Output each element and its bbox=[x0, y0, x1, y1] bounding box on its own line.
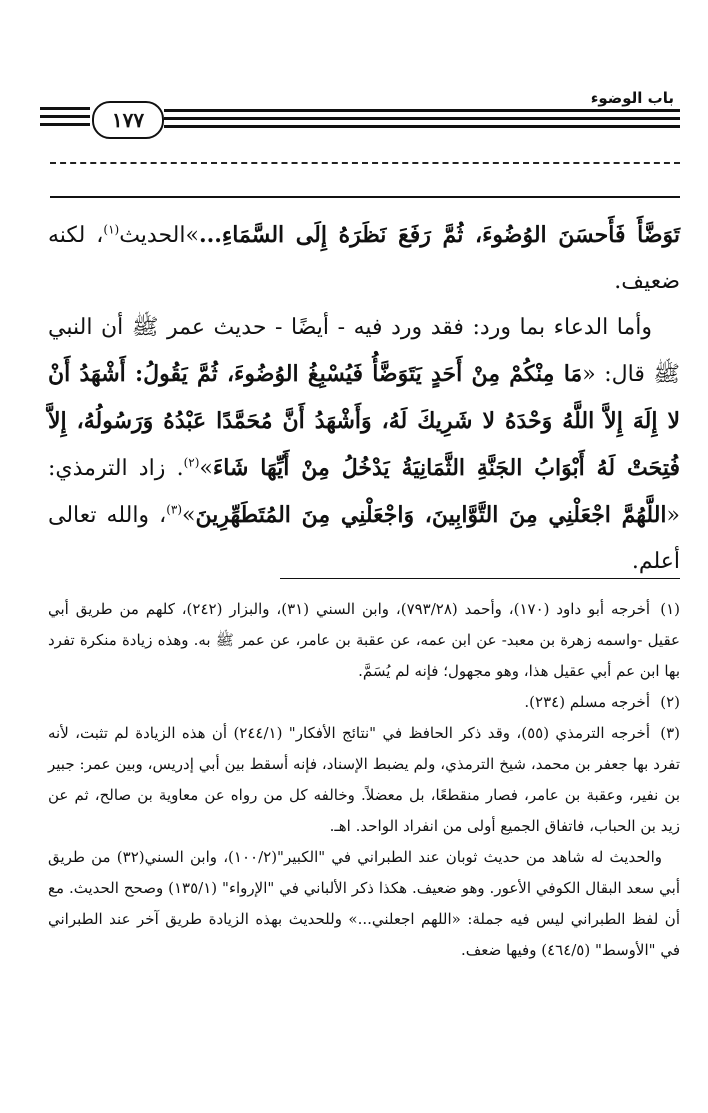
footnote-3-continued bbox=[48, 842, 680, 966]
footnote-text: والحديث له شاهد من حديث ثوبان عند الطبراني في "الكبير"(١٠٠/٢)، وابن السني(٣٢) من طريق أبي سعد البقال الكوفي الأعور. وهو ضعيف. هكذا ذكر الألباني في "الإرواء" (١٣٥/١) وصحح الحديث. مع أن لفظ الطبراني ليس فيه جملة: «اللهم اجعلني...» وللحديث بهذه الزيادة طريق آخر عند الطبراني في "الأوسط" (٤٦٤/٥) وفيها ضعف. bbox=[48, 848, 680, 959]
header-rule-right-1 bbox=[164, 109, 680, 112]
footnote-3 bbox=[48, 718, 680, 842]
footnote-marker-2: (٢) bbox=[183, 455, 200, 470]
quote-close-1: » bbox=[199, 456, 213, 481]
paragraph-2-mid: . زاد الترمذي: « bbox=[48, 456, 680, 528]
footnote-2 bbox=[48, 687, 680, 718]
header-rule-left-3 bbox=[40, 123, 90, 126]
paragraph-2 bbox=[48, 305, 680, 585]
footnotes bbox=[48, 594, 680, 966]
solid-separator bbox=[50, 196, 680, 198]
footnote-1 bbox=[48, 594, 680, 687]
header-rule-right-3 bbox=[164, 125, 680, 128]
paragraph-1 bbox=[48, 212, 680, 305]
dashed-separator bbox=[50, 162, 680, 164]
footnote-text: أخرجه مسلم (٢٣٤). bbox=[524, 693, 650, 711]
paragraph-1-tail: ، لكنه ضعيف. bbox=[48, 223, 680, 294]
header-rule-left-1 bbox=[40, 107, 90, 110]
footnote-text: أخرجه الترمذي (٥٥)، وقد ذكر الحافظ في "نتائج الأفكار" (٢٤٤/١) أن هذه الزيادة لم تثبت، لأنه تفرد بها جعفر بن محمد، شيخ الترمذي، ولم يضبط الإسناد، فإنه أسقط بين أبي إدريس، وبين عمر: جبير بن نفير، وعقبة بن عامر، فصار منقطعًا، بل معضلاً. وخالفه كل من رواه عن معاوية بن صالح، ثم عن زيد بن الحباب، فاتفاق الجميع أولى من انفراد الواحد. اهـ. bbox=[48, 724, 680, 835]
main-text bbox=[48, 212, 680, 585]
footnote-text: أخرجه أبو داود (١٧٠)، وأحمد (٧٩٣/٢٨)، وابن السني (٣١)، والبزار (٢٤٢)، كلهم من طريق أبي عقيل -واسمه زهرة بن معبد- عن ابن عمه، عن عقبة بن عامر، عن عمر ﷺ به. وهذه زيادة منكرة تفرد بها ابن عم أبي عقيل هذا، وهو مجهول؛ فإنه لم يُسَمَّ. bbox=[48, 600, 680, 680]
hadith-quote-1: تَوَضَّأَ فَأَحسَنَ الوُضُوءَ، ثُمَّ رَفَعَ نَظَرَهُ إِلَى السَّمَاءِ... bbox=[198, 222, 680, 248]
paragraph-2-tail: ، والله تعالى أعلم. bbox=[48, 503, 680, 574]
chapter-title: باب الوضوء bbox=[590, 89, 674, 107]
footnote-marker-1: (١) bbox=[103, 222, 120, 237]
quote-close-2: » bbox=[182, 503, 196, 528]
hadith-ref: »الحديث bbox=[119, 223, 199, 248]
paragraph-2-intro: وأما الدعاء بما ورد: فقد ورد فيه - أيضًا - حديث عمر ﷺ أن النبي ﷺ قال: « bbox=[48, 315, 681, 387]
page-header bbox=[40, 85, 680, 145]
hadith-quote-2: مَا مِنْكُمْ مِنْ أَحَدٍ يَتَوَضَّأُ فَيُسْبِغُ الوُضُوءَ، ثُمَّ يَقُولُ: أَشْهَدُ أَنْ لا إِلَهَ إِلاَّ اللَّهُ وَحْدَهُ لا شَرِيكَ لَهُ، وَأَشْهَدُ أَنَّ مُحَمَّدًا عَبْدُهُ وَرَسُولُهُ، إِلاَّ فُتِحَتْ لَهُ أَبْوَابُ الجَنَّةِ الثَّمَانِيَةُ يَدْخُلُ مِنْ أَيِّهَا شَاءَ bbox=[48, 361, 681, 481]
footnote-number: (٣) bbox=[660, 724, 680, 742]
hadith-quote-3: اللَّهُمَّ اجْعَلْنِي مِنَ التَّوَّابِينَ، وَاجْعَلْنِي مِنَ المُتَطَهِّرِينَ bbox=[195, 502, 667, 528]
page-number: ١٧٧ bbox=[92, 101, 164, 139]
footnote-separator bbox=[280, 578, 680, 579]
header-rule-right-2 bbox=[164, 117, 680, 120]
footnote-marker-3: (٣) bbox=[166, 502, 183, 517]
header-rule-left-2 bbox=[40, 115, 90, 118]
footnote-number: (١) bbox=[660, 600, 681, 618]
footnote-number: (٢) bbox=[660, 693, 680, 711]
